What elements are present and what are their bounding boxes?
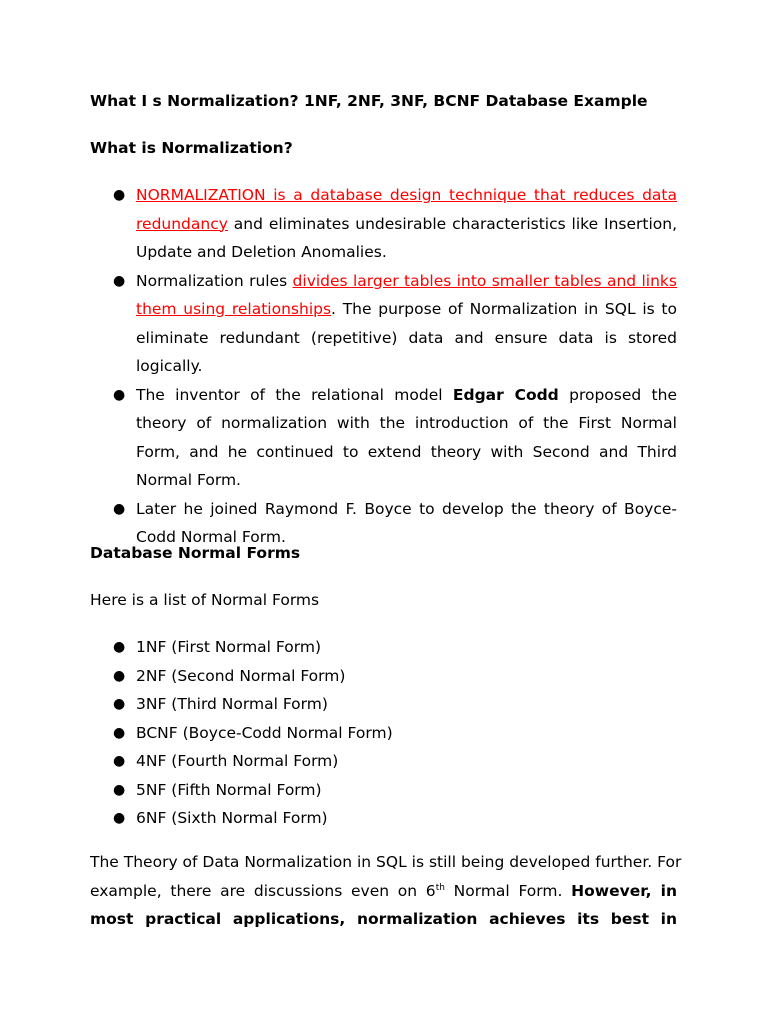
normal-form-label: BCNF (Boyce-Codd Normal Form) [136, 723, 393, 742]
normal-form-label: 5NF (Fifth Normal Form) [136, 780, 322, 799]
bullet-icon: ● [113, 753, 126, 769]
list-item [90, 633, 677, 662]
bullet-text: Normalization rules [136, 271, 293, 290]
section-heading-database-normal-forms: Database Normal Forms [90, 544, 301, 562]
list-item [90, 381, 677, 495]
closing-paragraph [90, 848, 682, 934]
list-item [90, 690, 677, 719]
bold-name: Edgar Codd [452, 385, 559, 404]
list-item [90, 662, 677, 691]
bullet-icon: ● [113, 639, 126, 655]
bullet-icon: ● [113, 781, 126, 798]
bullet-icon: ● [113, 272, 126, 289]
normalization-bullet-list [90, 181, 677, 552]
bullet-icon: ● [113, 724, 126, 741]
bullet-text: . The purpose of Normalization in SQL is to eliminate redundant (repetitive) data and ensure data is stored logically. [136, 300, 677, 375]
list-item [90, 181, 677, 267]
ordinal-superscript: th [435, 882, 445, 893]
normal-form-label: 2NF (Second Normal Form) [136, 666, 346, 685]
normal-form-label: 1NF (First Normal Form) [136, 638, 321, 656]
bullet-text: Later he joined Raymond F. Boyce to develop the theory of Boyce-Codd Normal Form. [136, 499, 677, 546]
highlighted-link-text[interactable]: divides larger tables into smaller tables and links them using relationships [136, 271, 677, 318]
list-item [90, 776, 677, 805]
bullet-text: and eliminates undesirable characteristics like Insertion, Update and Deletion Anomalies. [136, 214, 677, 261]
bullet-icon: ● [113, 667, 126, 684]
closing-line-2 [90, 877, 677, 906]
normal-form-label: 6NF (Sixth Normal Form) [136, 809, 328, 827]
normal-forms-intro: Here is a list of Normal Forms [90, 591, 320, 609]
list-item [90, 719, 677, 748]
list-item [90, 747, 677, 776]
normal-form-label: 4NF (Fourth Normal Form) [136, 752, 339, 770]
closing-bold-text: most practical applications, normalization achieves its best in [90, 910, 677, 928]
bullet-icon: ● [113, 696, 126, 712]
closing-bold-text: However, in [571, 881, 677, 900]
closing-text: example, there are discussions even on 6 [90, 881, 436, 900]
document-title: What I s Normalization? 1NF, 2NF, 3NF, BCNF Database Example [90, 92, 648, 110]
bullet-icon: ● [113, 187, 126, 203]
closing-line-1: The Theory of Data Normalization in SQL is still being developed further. For [90, 853, 682, 871]
bullet-icon: ● [113, 810, 126, 826]
highlighted-link-text[interactable]: NORMALIZATION is a database design technique that reduces data redundancy [136, 186, 677, 233]
bullet-text: The inventor of the relational model [136, 385, 453, 404]
normal-form-label: 3NF (Third Normal Form) [136, 695, 328, 713]
normal-forms-list [90, 633, 677, 833]
closing-line-3 [90, 905, 677, 934]
closing-text: Normal Form. [444, 881, 572, 900]
bullet-icon: ● [113, 500, 126, 517]
list-item [90, 804, 677, 833]
section-heading-what-is-normalization: What is Normalization? [90, 139, 293, 157]
bullet-icon: ● [113, 386, 126, 403]
list-item [90, 495, 677, 552]
list-item [90, 267, 677, 381]
bullet-text: proposed the theory of normalization with the introduction of the First Normal Form, and he continued to extend theory with Second and Third Normal Form. [136, 385, 677, 489]
